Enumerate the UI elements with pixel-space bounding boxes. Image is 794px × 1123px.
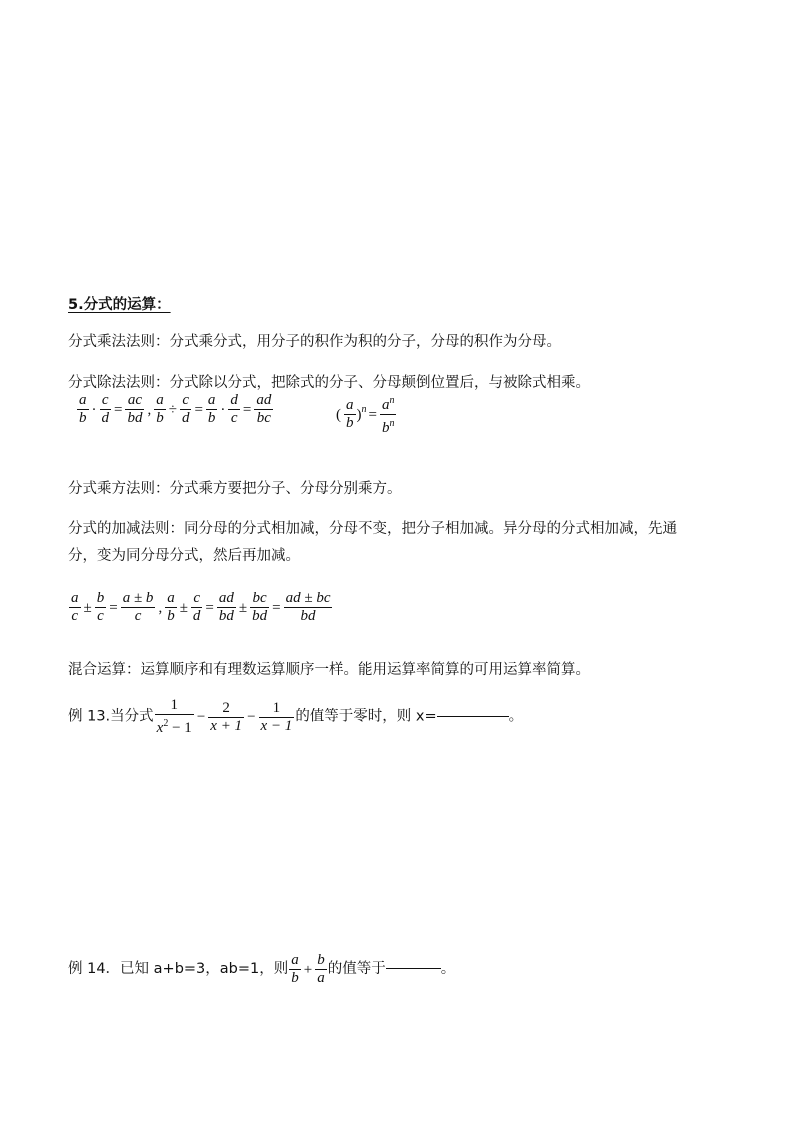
example-13: 例 13.当分式 $\frac{1}{x^2 - 1}$ − $\frac{2}{x + 1}$ − $\frac{1}{x - 1}$ 的值等于零时，则 x= 。 [68,697,524,736]
fraction-1-over-x2-1: $\frac{1}{x^2 - 1}$ [156,697,192,736]
multiplication-rule: 分式乘法法则：分式乘分式，用分子的积作为积的分子，分母的积作为分母。 [68,334,561,350]
fraction-adpmbc-over-bd: $\frac{ad \pm bc}{bd}$ [285,590,331,624]
power-formula: ( $\frac{a}{b}$ )$^n$ = $\frac{a^n}{b^n}$ [334,392,397,437]
fraction-a-over-b-ex14: $\frac{a}{b}$ [291,952,299,986]
section-title: 5.分式的运算： [68,297,171,313]
fraction-a-over-b-3: $\frac{a}{b}$ [207,392,216,426]
fraction-ad-over-bc: $\frac{ad}{bc}$ [256,392,272,426]
example-13-prefix: 例 13.当分式 [68,708,154,725]
fraction-a-over-b: $\frac{a}{b}$ [79,392,87,426]
answer-blank-14[interactable] [386,968,441,969]
fraction-a-over-b-4: $\frac{a}{b}$ [346,397,354,431]
fraction-1-over-x-minus-1: $\frac{1}{x - 1}$ [260,699,293,734]
fraction-b-over-a-ex14: $\frac{b}{a}$ [317,952,325,986]
fraction-ac-over-bd: $\frac{ac}{bd}$ [127,392,143,426]
example-13-suffix: 的值等于零时，则 x= [295,708,437,725]
fraction-c-over-d-2: $\frac{c}{d}$ [181,392,190,426]
power-rule: 分式乘方法则：分式乘方要把分子、分母分别乘方。 [68,481,402,497]
mixed-operations: 混合运算：运算顺序和有理数运算顺序一样。能用运算率简算的可用运算率简算。 [68,662,590,678]
fraction-an-over-bn: $\frac{a^n}{b^n}$ [380,392,397,437]
fraction-a-over-b-5: $\frac{a}{b}$ [167,590,175,624]
fraction-2-over-x-plus-1: $\frac{2}{x + 1}$ [210,699,243,734]
fraction-c-over-d: $\frac{c}{d}$ [101,392,109,426]
fraction-b-over-c: $\frac{b}{c}$ [96,590,105,624]
addition-rule-line1: 分式的加减法则：同分母的分式相加减，分母不变，把分子相加减。异分母的分式相加减，先通 [68,521,677,537]
example-14-prefix: 例 14．已知 a+b=3，ab=1，则 [68,960,289,977]
fraction-a-over-b-2: $\frac{a}{b}$ [156,392,164,426]
division-rule: 分式除法法则：分式除以分式，把除式的分子、分母颠倒位置后，与被除式相乘。 [68,375,590,391]
fraction-a-over-c: $\frac{a}{c}$ [71,590,79,624]
mul-div-formula: $\frac{a}{b}$ · $\frac{c}{d}$ = $\frac{ac}{bd}$ , $\frac{a}{b}$ ÷ $\frac{c}{d}$ = $\frac{a}{b}$ · $\frac{d}{c}$ = $\frac{ad}{bc}$ [79,392,272,426]
example-14-suffix: 的值等于 [327,960,386,977]
fraction-apmb-over-c: $\frac{a \pm b}{c}$ [122,590,154,624]
addition-rule-line2: 分，变为同分母分式，然后再加减。 [68,548,300,564]
fraction-c-over-d-3: $\frac{c}{d}$ [192,590,201,624]
answer-blank-13[interactable] [437,716,509,717]
fraction-bc-over-bd: $\frac{bc}{bd}$ [252,590,268,624]
addition-formula: $\frac{a}{c}$ ± $\frac{b}{c}$ = $\frac{a \pm b}{c}$ , $\frac{a}{b}$ ± $\frac{c}{d}$ = $\frac{ad}{bd}$ ± $\frac{bc}{bd}$ = $\frac{ad \pm bc}{bd}$ [71,590,331,624]
fraction-d-over-c: $\frac{d}{c}$ [230,392,238,426]
fraction-ad-over-bd: $\frac{ad}{bd}$ [218,590,234,624]
example-14: 例 14．已知 a+b=3，ab=1，则 $\frac{a}{b}$ + $\frac{b}{a}$ 的值等于 。 [68,952,456,986]
